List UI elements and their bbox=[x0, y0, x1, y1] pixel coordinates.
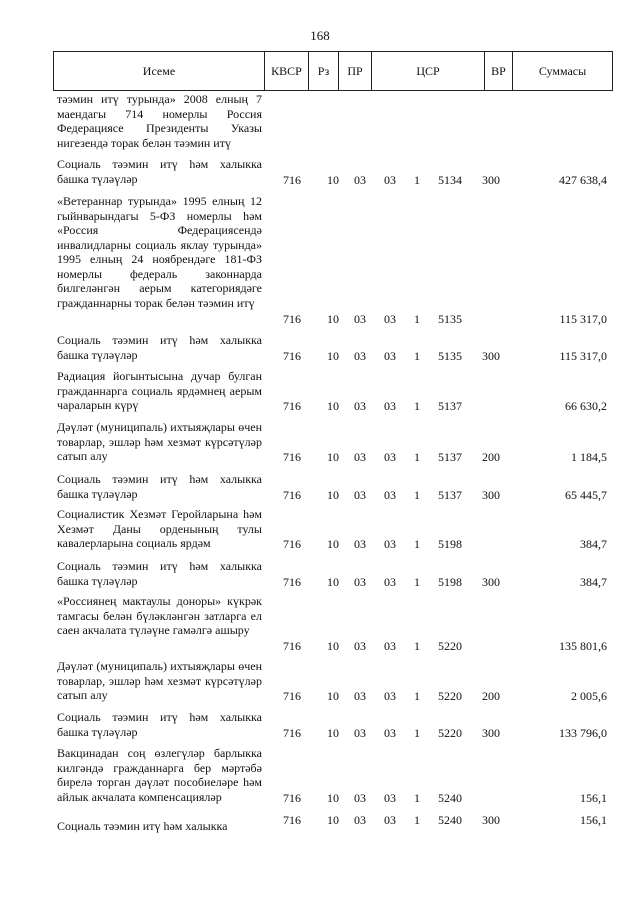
row-csr-1: 03 bbox=[384, 173, 396, 187]
row-pr: 03 bbox=[354, 173, 366, 187]
row-csr-3: 5220 bbox=[438, 689, 462, 703]
row-name: тәэмин итү турында» 2008 елның 7 маендагы 714 номерлы Россия Федерациясе Президенты Указы нигезендә торак белән тәэмин итү bbox=[57, 92, 262, 150]
row-vr: 300 bbox=[482, 349, 500, 363]
row-name: Вакцинадан соң өзлегүләр барлыкка килгәндә гражданнарга бер мәртәбә бирелә торган дәүләт пособиеләре һәм айлык акчалата компенсацияләр bbox=[57, 746, 262, 804]
header-kvsr: КВСР bbox=[265, 52, 309, 90]
row-csr-1: 03 bbox=[384, 537, 396, 551]
row-rz: 10 bbox=[327, 537, 339, 551]
row-name: Социаль тәэмин итү һәм халыкка башка түләүләр bbox=[57, 472, 262, 501]
row-rz: 10 bbox=[327, 312, 339, 326]
row-csr-2: 1 bbox=[414, 575, 420, 589]
row-pr: 03 bbox=[354, 726, 366, 740]
row-csr-3: 5137 bbox=[438, 399, 462, 413]
row-csr-2: 1 bbox=[414, 813, 420, 827]
row-sum: 115 317,0 bbox=[559, 349, 607, 363]
row-vr: 300 bbox=[482, 488, 500, 502]
row-csr-2: 1 bbox=[414, 450, 420, 464]
row-sum: 427 638,4 bbox=[559, 173, 607, 187]
row-name: Социаль тәэмин итү һәм халыкка башка түләүләр bbox=[57, 333, 262, 362]
row-kvsr: 716 bbox=[283, 349, 301, 363]
row-kvsr: 716 bbox=[283, 726, 301, 740]
header-rz: Рз bbox=[309, 52, 339, 90]
row-sum: 1 184,5 bbox=[571, 450, 607, 464]
row-rz: 10 bbox=[327, 791, 339, 805]
row-kvsr: 716 bbox=[283, 689, 301, 703]
row-kvsr: 716 bbox=[283, 488, 301, 502]
row-name: Радиация йогынтысына дучар булган гражданнарга социаль ярдәмнең аерым чараларын күрү bbox=[57, 369, 262, 412]
row-csr-3: 5137 bbox=[438, 450, 462, 464]
row-csr-3: 5135 bbox=[438, 312, 462, 326]
row-rz: 10 bbox=[327, 450, 339, 464]
row-kvsr: 716 bbox=[283, 639, 301, 653]
row-pr: 03 bbox=[354, 450, 366, 464]
row-pr: 03 bbox=[354, 575, 366, 589]
row-sum: 65 445,7 bbox=[565, 488, 607, 502]
row-csr-1: 03 bbox=[384, 488, 396, 502]
row-csr-2: 1 bbox=[414, 791, 420, 805]
row-csr-3: 5198 bbox=[438, 537, 462, 551]
row-name: «Ветераннар турында» 1995 елның 12 гыйнварындагы 5-ФЗ номерлы һәм «Россия Федерациясендә инвалидларны социаль яклау турында» 1995 елның 24 ноябрендәге 181-ФЗ номерлы федераль законнарда билгеләнгән аерым категориядәге гражданнарны торак белән тәэмин итү bbox=[57, 194, 262, 310]
row-csr-2: 1 bbox=[414, 399, 420, 413]
row-sum: 384,7 bbox=[580, 537, 607, 551]
row-csr-2: 1 bbox=[414, 173, 420, 187]
table-header bbox=[53, 51, 613, 91]
row-pr: 03 bbox=[354, 689, 366, 703]
row-name: «Россиянең мактаулы доноры» күкрәк тамгасы белән бүләкләнгән затларга ел саен акчалата түләүне гамәлгә ашыру bbox=[57, 594, 262, 637]
row-csr-3: 5240 bbox=[438, 813, 462, 827]
row-pr: 03 bbox=[354, 639, 366, 653]
row-csr-1: 03 bbox=[384, 689, 396, 703]
row-rz: 10 bbox=[327, 349, 339, 363]
row-rz: 10 bbox=[327, 575, 339, 589]
row-sum: 133 796,0 bbox=[559, 726, 607, 740]
row-vr: 300 bbox=[482, 575, 500, 589]
row-name: Социаль тәэмин итү һәм халыкка башка түләүләр bbox=[57, 559, 262, 588]
row-csr-2: 1 bbox=[414, 726, 420, 740]
row-sum: 384,7 bbox=[580, 575, 607, 589]
header-pr: ПР bbox=[339, 52, 372, 90]
row-pr: 03 bbox=[354, 399, 366, 413]
row-csr-2: 1 bbox=[414, 537, 420, 551]
row-csr-3: 5220 bbox=[438, 726, 462, 740]
row-rz: 10 bbox=[327, 639, 339, 653]
header-csr: ЦСР bbox=[372, 52, 485, 90]
row-rz: 10 bbox=[327, 173, 339, 187]
row-sum: 135 801,6 bbox=[559, 639, 607, 653]
row-csr-2: 1 bbox=[414, 488, 420, 502]
row-sum: 156,1 bbox=[580, 791, 607, 805]
row-csr-2: 1 bbox=[414, 349, 420, 363]
header-name: Исеме bbox=[54, 52, 265, 90]
row-csr-1: 03 bbox=[384, 575, 396, 589]
row-vr: 200 bbox=[482, 450, 500, 464]
row-pr: 03 bbox=[354, 312, 366, 326]
row-name: Социаль тәэмин итү һәм халыкка башка түләүләр bbox=[57, 157, 262, 186]
row-vr: 200 bbox=[482, 689, 500, 703]
row-csr-1: 03 bbox=[384, 450, 396, 464]
row-csr-1: 03 bbox=[384, 726, 396, 740]
row-pr: 03 bbox=[354, 537, 366, 551]
row-kvsr: 716 bbox=[283, 575, 301, 589]
row-rz: 10 bbox=[327, 488, 339, 502]
row-vr: 300 bbox=[482, 813, 500, 827]
row-kvsr: 716 bbox=[283, 537, 301, 551]
row-name: Дәүләт (муниципаль) ихтыяҗлары өчен товарлар, эшләр һәм хезмәт күрсәтүләр сатып алу bbox=[57, 659, 262, 702]
row-csr-3: 5135 bbox=[438, 349, 462, 363]
row-csr-3: 5134 bbox=[438, 173, 462, 187]
row-name: Социалистик Хезмәт Геройларына һәм Хезмәт Даны орденының тулы кавалерларына социаль ярдәм bbox=[57, 507, 262, 550]
row-pr: 03 bbox=[354, 791, 366, 805]
row-kvsr: 716 bbox=[283, 173, 301, 187]
row-csr-3: 5220 bbox=[438, 639, 462, 653]
row-name: Социаль тәэмин итү һәм халыкка bbox=[57, 819, 228, 833]
row-kvsr: 716 bbox=[283, 399, 301, 413]
row-csr-3: 5198 bbox=[438, 575, 462, 589]
header-vr: ВР bbox=[485, 52, 513, 90]
row-name: Дәүләт (муниципаль) ихтыяҗлары өчен товарлар, эшләр һәм хезмәт күрсәтүләр сатып алу bbox=[57, 420, 262, 463]
header-sum: Суммасы bbox=[538, 63, 587, 78]
row-sum: 115 317,0 bbox=[559, 312, 607, 326]
row-csr-1: 03 bbox=[384, 399, 396, 413]
row-csr-3: 5240 bbox=[438, 791, 462, 805]
row-csr-2: 1 bbox=[414, 689, 420, 703]
row-csr-1: 03 bbox=[384, 791, 396, 805]
row-pr: 03 bbox=[354, 813, 366, 827]
row-vr: 300 bbox=[482, 173, 500, 187]
row-rz: 10 bbox=[327, 813, 339, 827]
row-csr-1: 03 bbox=[384, 639, 396, 653]
row-pr: 03 bbox=[354, 488, 366, 502]
row-csr-1: 03 bbox=[384, 349, 396, 363]
row-vr: 300 bbox=[482, 726, 500, 740]
row-sum: 66 630,2 bbox=[565, 399, 607, 413]
row-kvsr: 716 bbox=[283, 791, 301, 805]
row-csr-2: 1 bbox=[414, 312, 420, 326]
row-csr-1: 03 bbox=[384, 813, 396, 827]
row-sum: 156,1 bbox=[580, 813, 607, 827]
row-csr-3: 5137 bbox=[438, 488, 462, 502]
row-pr: 03 bbox=[354, 349, 366, 363]
row-csr-2: 1 bbox=[414, 639, 420, 653]
row-sum: 2 005,6 bbox=[571, 689, 607, 703]
row-rz: 10 bbox=[327, 399, 339, 413]
row-name: Социаль тәэмин итү һәм халыкка башка түләүләр bbox=[57, 710, 262, 739]
row-csr-1: 03 bbox=[384, 312, 396, 326]
row-rz: 10 bbox=[327, 689, 339, 703]
row-kvsr: 716 bbox=[283, 312, 301, 326]
row-rz: 10 bbox=[327, 726, 339, 740]
row-kvsr: 716 bbox=[283, 450, 301, 464]
row-kvsr: 716 bbox=[283, 813, 301, 827]
page-number: 168 bbox=[310, 28, 330, 43]
